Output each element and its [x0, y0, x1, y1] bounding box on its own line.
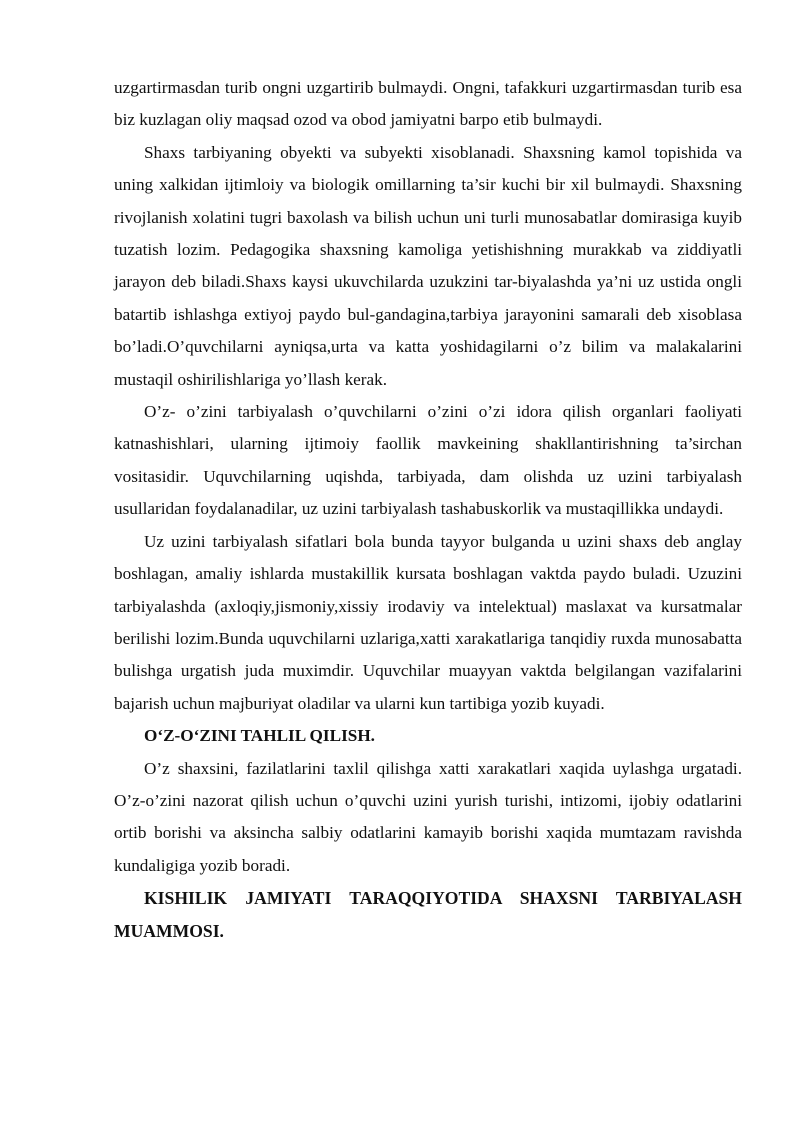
- document-page: [114, 72, 742, 947]
- paragraph-oz-shaxsini: O’z shaxsini, fazilatlarini taxlil qilishga xatti xarakatlari xaqida uylashga urgatadi. O’z-o’zini nazorat qilish uchun o’quvchi uzini yurish turishi, intizomi, ijobiy odatlarini ortib borishi va aksincha salbiy odatlarini kamayib borishi xaqida mumtazam ravishda kundaligiga yozib boradi.: [114, 758, 742, 875]
- section-heading-jamiyat: KISHILIK JAMIYATI TARAQQIYOTIDA SHAXSNI TARBIYALASH MUAMMOSI.: [114, 888, 742, 941]
- paragraph-shaxs-tarbiyaning: Shaxs tarbiyaning obyekti va subyekti xisoblanadi. Shaxsning kamol topishida va uning xalkidan ijtimloiy va biologik omillarning ta’sir kuchi bir xil bulmaydi. Shaxsning rivojlanish xolatini tugri baxolash va bilish uchun uni turli munosabatlar domirasiga kuyib tuzatish lozim. Pedagogika shaxsning kamoliga yetishishning murakkab va ziddiyatli jarayon deb biladi.Shaxs kaysi ukuvchilarda uzukzini tar-biyalashda ya’ni uz ustida ongli batartib ishlashga extiyoj paydo bul-gandagina,tarbiya jarayonini samarali deb xisoblasa bo’ladi.O’quvchilarni ayniqsa,urta va katta yoshidagilarni o’z bilim va malakalarini mustaqil oshirilishlariga yo’llash kerak.: [114, 142, 742, 389]
- section-heading-tahlil: O‘Z-O‘ZINI TAHLIL QILISH.: [144, 726, 375, 746]
- paragraph-oz-ozini-tarbiyalash: O’z- o’zini tarbiyalash o’quvchilarni o’zini o’zi idora qilish organlari faoliyati katnashishlari, ularning ijtimoiy faollik mavkeining shakllantirishning ta’sirchan vositasidir. Uquvchilarning uqishda, tarbiyada, dam olishda uz uzini tarbiyalash usullaridan foydalanadilar, uz uzini tarbiyalash tashabuskorlik va mustaqillikka undaydi.: [114, 402, 742, 519]
- paragraph-uz-uzini-tarbiyalash: Uz uzini tarbiyalash sifatlari bola bunda tayyor bulganda u uzini shaxs deb anglay boshlagan, amaliy ishlarda mustakillik kursata boshlagan vaktda paydo buladi. Uzuzini tarbiyalashda (axloqiy,jismoniy,xissiy irodaviy va intelektual) maslaxat va kursatmalar berilishi lozim.Bunda uquvchilarni uzlariga,xatti xarakatlariga tanqidiy ruxda munosabatta bulishga urgatish juda muximdir. Uquvchilar muayyan vaktda belgilangan vazifalarini bajarish uchun majburiyat oladilar va ularni kun tartibiga yozib kuyadi.: [114, 531, 742, 713]
- paragraph-continuation: uzgartirmasdan turib ongni uzgartirib bulmaydi. Ongni, tafakkuri uzgartirmasdan turib esa biz kuzlagan oliy maqsad ozod va obod jamiyatni barpo etib bulmaydi.: [114, 78, 742, 130]
